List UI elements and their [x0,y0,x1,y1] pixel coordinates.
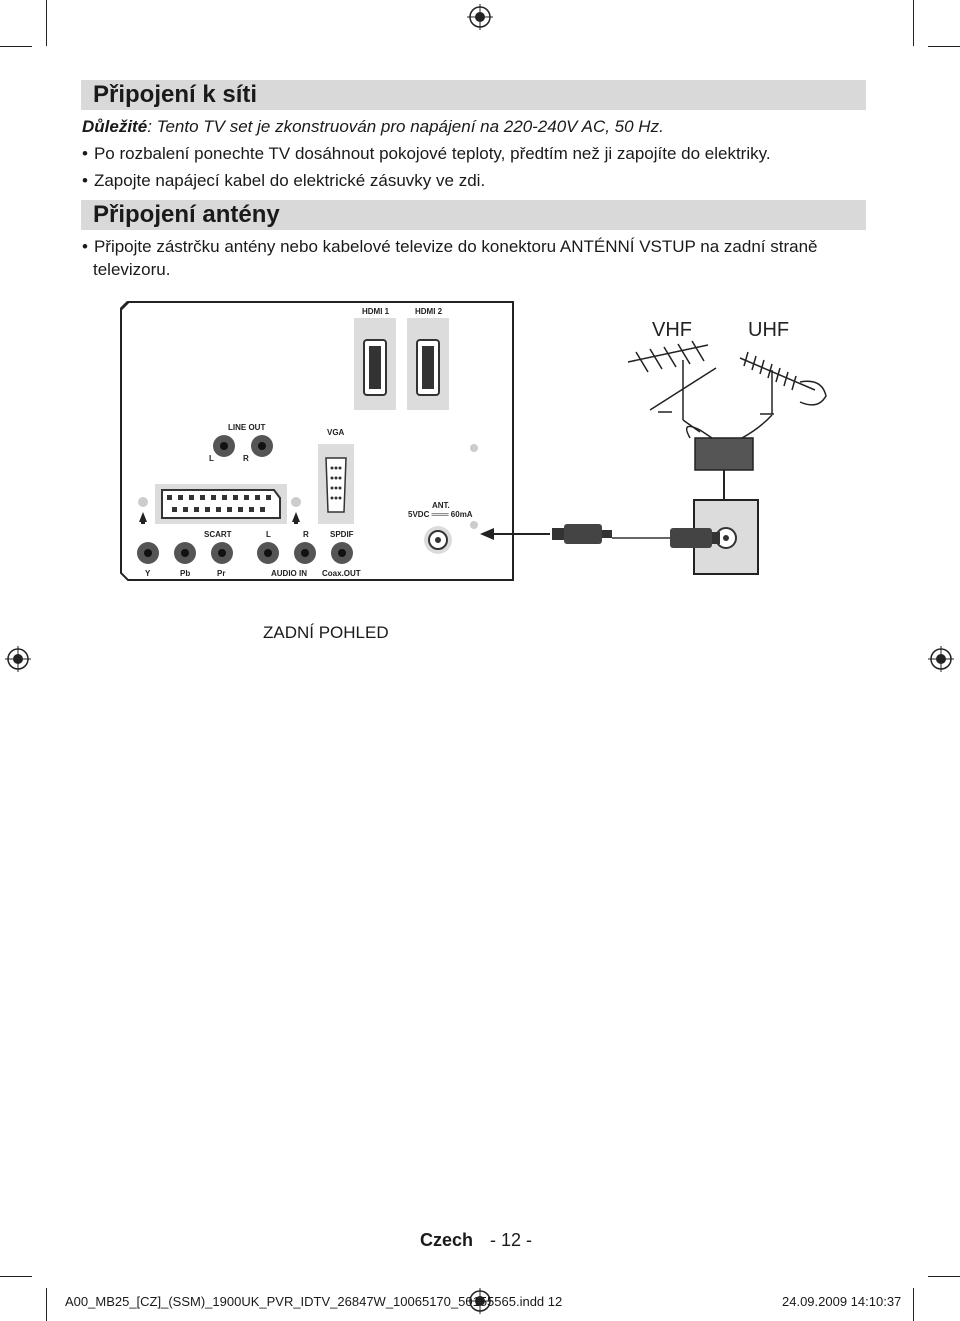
crop-mark [46,0,47,46]
vga-label: VGA [327,428,345,437]
vhf-label: VHF [652,319,692,341]
uhf-label: UHF [748,319,790,341]
line-out-label: LINE OUT [228,423,266,432]
important-text: : Tento TV set je zkonstruován pro napájení na 220-240V AC, 50 Hz. [147,117,664,136]
footer-date-time: 24.09.2009 14:10:37 [782,1294,902,1309]
crop-mark [46,1288,47,1321]
crop-mark [928,46,960,47]
hdmi2-label: HDMI 2 [415,307,443,316]
ant-label: ANT. [432,501,450,510]
rear-panel-diagram [0,290,960,650]
y-label: Y [145,569,151,578]
crop-mark [0,46,32,47]
crop-mark [0,1276,32,1277]
diagram-caption: ZADNÍ POHLED [263,623,389,642]
ant-power-label: 5VDC ═══ 60mA [408,510,473,519]
audio-l-label: L [266,530,271,539]
footer-page-number: - 12 - [490,1230,533,1250]
page-footer [420,1230,532,1251]
list-item-text: Po rozbalení ponechte TV dosáhnout pokojové teploty, předtím než ji zapojíte do elektriky. [93,144,771,163]
spdif-label: SPDIF [330,530,354,539]
important-label: Důležité [82,117,148,136]
registration-mark-icon [467,4,493,30]
list-item-text: Připojte zástrčku antény nebo kabelové televize do konektoru ANTÉNNÍ VSTUP na zadní straně [93,237,818,256]
list-item-text: Zapojte napájecí kabel do elektrické zásuvky ve zdi. [93,171,486,190]
audio-in-label: AUDIO IN [271,569,307,578]
crop-mark [913,0,914,46]
list-item: • Po rozbalení ponechte TV dosáhnout pokojové teploty, předtím než ji zapojíte do elektriky. [82,144,771,163]
pb-label: Pb [180,569,191,578]
section-title-antenna: Připojení antény [93,201,280,228]
audio-r-label: R [303,530,309,539]
important-note [82,116,664,138]
section-title-power: Připojení k síti [93,81,258,108]
list-item: • Zapojte napájecí kabel do elektrické zásuvky ve zdi. [82,171,486,190]
hdmi1-label: HDMI 1 [362,307,390,316]
line-out-r-label: R [243,454,249,463]
pr-label: Pr [217,569,226,578]
footer-language: Czech [420,1230,474,1250]
line-out-l-label: L [209,454,214,463]
crop-mark [913,1288,914,1321]
scart-label: SCART [204,530,232,539]
list-item-continuation: televizoru. [93,260,171,279]
footer-file-name: A00_MB25_[CZ]_(SSM)_1900UK_PVR_IDTV_26847W_10065170_50155565.indd 12 [65,1294,563,1309]
crop-mark [928,1276,960,1277]
list-item: • Připojte zástrčku antény nebo kabelové televize do konektoru ANTÉNNÍ VSTUP na zadní straně [82,237,818,256]
coax-out-label: Coax.OUT [322,569,361,578]
